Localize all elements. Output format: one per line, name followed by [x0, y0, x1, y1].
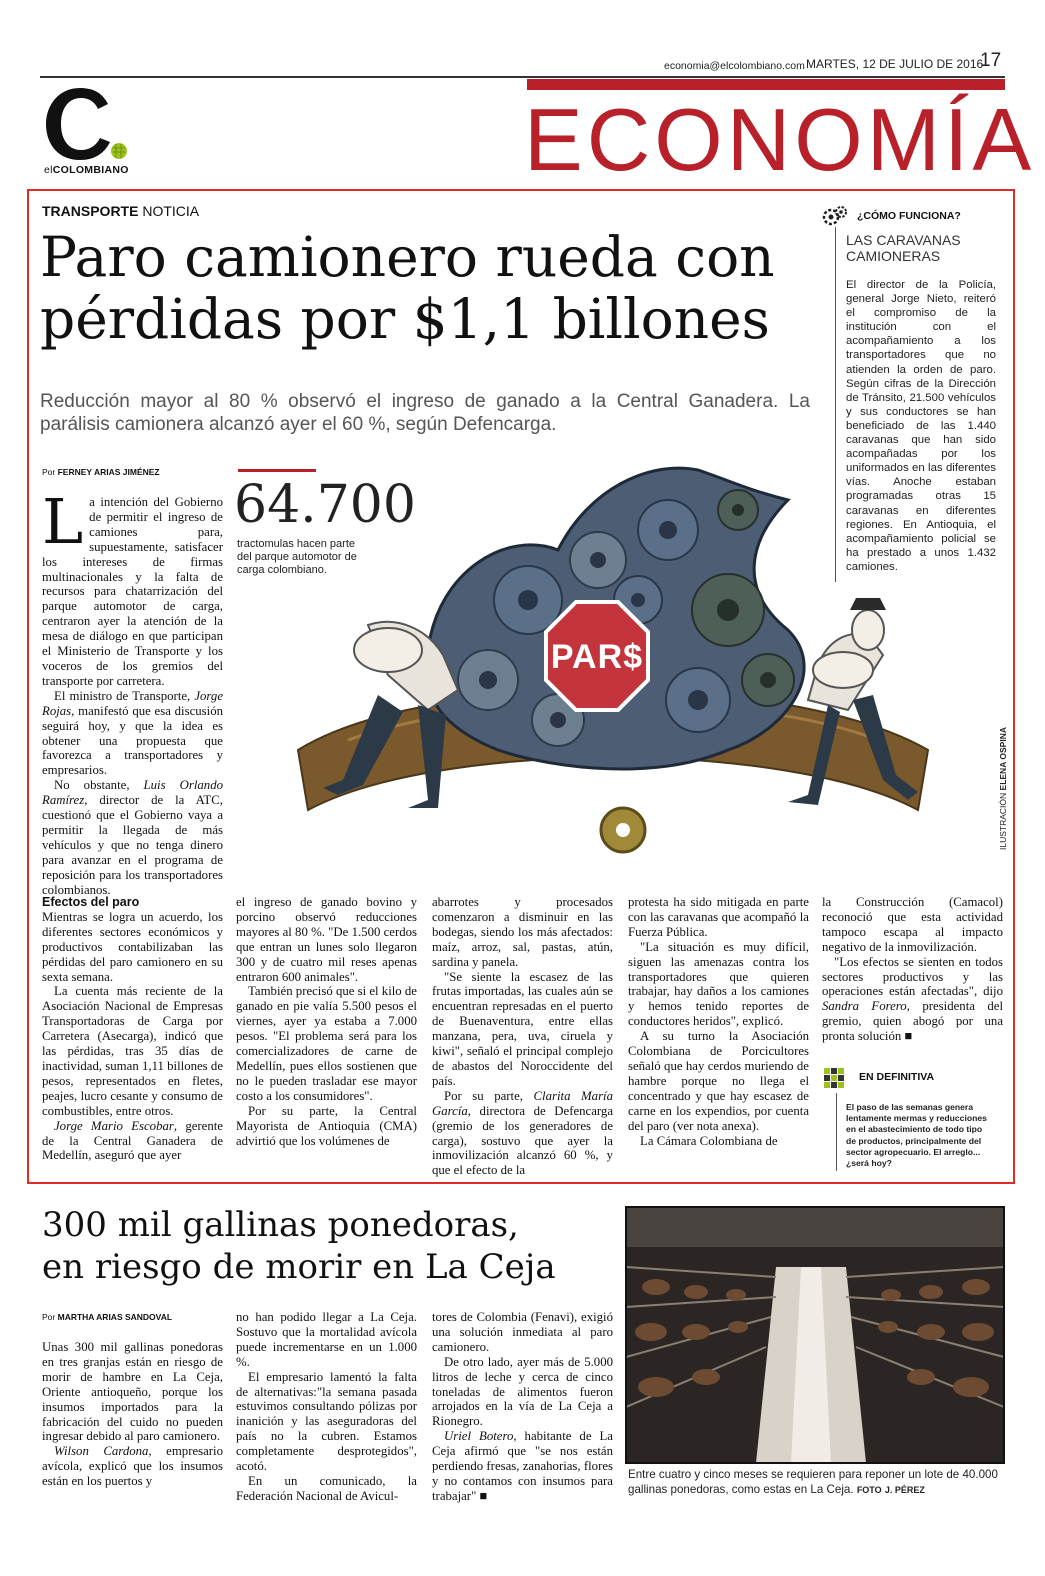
stat-caption: tractomulas hacen parte del parque automotor de carga colombiano.: [237, 538, 357, 576]
col3-paragraph-2: "Se siente la escasez de las frutas importadas, las cuales aún se encuentran represadas en el puerto de Buenaventura, entre ellas manzana, pera, uva, ciruela y kiwi", señaló el principal complejo de abastos del Noroccidente del país.: [432, 969, 613, 1088]
header-email[interactable]: economia@elcolombiano.com: [664, 60, 805, 72]
lead-p3-name: Luis Orlando Ramírez: [42, 778, 223, 808]
en-definitiva-text: El paso de las semanas genera lentamente mermas y reducciones en el abastecimiento de todo tipo de productos, principalmente del sector agropecuario. El arreglo... ¿será hoy?: [846, 1102, 987, 1169]
col5-p2-b: , presidenta del gremio, quien abogó por una pronta solución: [822, 999, 1003, 1044]
col1-paragraph-2: La cuenta más reciente de la Asociación Nacional de Empresas Transportadoras de Carga por Carretera (Asecarga), indicó que las pérdidas, tras 35 días de inactividad, suman 1,11 billones de pesos, representados en fletes, peajes, lucro cesante y consumo de combustibles, entre otros.: [42, 984, 223, 1118]
sidebar-title: LAS CARAVANAS CAMIONERAS: [846, 232, 961, 264]
photo-credit-prefix: FOTO: [856, 1484, 882, 1495]
headline-line-1: Paro camionero rueda con: [40, 225, 775, 289]
body-column-3: [432, 895, 614, 1178]
second-col3-paragraph-2: De otro lado, ayer más de 5.000 litros de leche y cerca de cinco toneladas de alimentos fueron arrojados en la vía de La Ceja a Rionegro.: [432, 1354, 613, 1429]
lead-paragraph-1: a intención del Gobierno de permitir el ingreso de camiones para, supuestamente, satisfacer los intereses de firmas multinacionales y la falta de recursos para chatarrización del parque automotor de carga, centraron ayer la atención de la mesa de diálogo en que participan el Ministerio de Transporte y los voceros de los gremios del transporte por carretera.: [42, 495, 223, 688]
col2-paragraph-1: el ingreso de ganado bovino y porcino observó reducciones mayores al 80 %. "De 1.500 cerdos que entran un lunes solo llegaron 300 y de cuatro mil reses apenas entraron 600 animales".: [236, 895, 417, 984]
second-byline-prefix: Por: [42, 1312, 56, 1322]
main-headline: [40, 226, 820, 350]
second-headline-line-2: en riesgo de morir en La Ceja: [42, 1247, 556, 1287]
kicker-type: NOTICIA: [142, 203, 200, 219]
illustration-credit-name: ELENA OSPINA: [998, 727, 1008, 791]
el-colombiano-logo[interactable]: [42, 84, 142, 180]
col3-paragraph-1: abarrotes y procesados comenzaron a disminuir en las bodegas, siendo los más afectados: maíz, arroz, sal, pastas, atún, sardina y panela.: [432, 895, 613, 969]
col3-p3-a: Por su parte,: [444, 1088, 523, 1103]
photo-credit-name: J. PÉREZ: [884, 1484, 925, 1495]
headline-line-2: pérdidas por $1,1 billones: [40, 287, 770, 351]
second-col1-p2-b: , empresario avícola, explicó que los insumos están en los puertos y: [42, 1444, 224, 1489]
second-col2-paragraph-2: El empresario lamentó la falta de alternativas:"la semana pasada estuvimos consultando pólizas por inanición y las aseguradoras del país no la cubren. Estamos completamente desprotegidos", acotó.: [236, 1369, 417, 1474]
col4-paragraph-4: La Cámara Colombiana de: [640, 1133, 778, 1148]
en-definitiva-label: EN DEFINITIVA: [859, 1071, 935, 1083]
lead-column: [42, 485, 224, 897]
lead-p3-b: , director de la ATC, cuestionó que el Gobierno vaya a permitir la llegada de más vehículos y que no tenga dinero para avanzar en el programa de reposición para los transportadores colombianos.: [42, 793, 223, 897]
section-band: [527, 79, 1005, 90]
body-column-4: [628, 895, 809, 1175]
gears-icon: [822, 205, 848, 232]
illustration-credit: [998, 727, 1008, 850]
sidebar-body: El director de la Policía, general Jorge Nieto, reiteró el compromiso de la institución con el acompañamiento a los transportadores que no atienden la orden de paro. Según cifras de la Dirección de Tránsito, 21.500 vehículos y sus conductores se han beneficiado de las 1.440 caravanas que han sido acompañadas por los uniformados en las diferentes vías. Anoche estaban programadas otras 15 caravanas en diferentes regiones. En Antioquia, el acompañamiento policial se ha prestado a unos 1.432 camiones.: [846, 279, 996, 573]
second-headline: [42, 1204, 602, 1288]
col5-paragraph-1: la Construcción (Camacol) reconoció que esta actividad tampoco escapa al impacto negativo de la inmovilización.: [822, 895, 1003, 954]
second-column-3: [432, 1310, 613, 1520]
body-column-5: [822, 895, 1003, 1055]
logo-sub-name: COLOMBIANO: [52, 164, 129, 176]
col1-p3-b: , gerente de la Central Ganadera de Medellín, aseguró que ayer: [42, 1118, 223, 1163]
body-column-1: [42, 895, 223, 1175]
lead-p2-a: El ministro de Transporte,: [54, 688, 191, 703]
second-column-2: [236, 1310, 417, 1520]
second-column-1: [42, 1340, 223, 1520]
second-col2-paragraph-3: En un comunicado, la Federación Nacional de Avicul-: [236, 1473, 417, 1503]
stat-number: 64.700: [234, 475, 416, 535]
second-col1-paragraph-1: Unas 300 mil gallinas ponedoras en tres granjas están en riesgo de morir de hambre en La Ceja, Oriente antioqueño, porque los insumos importados para la fabricación del cuido no pueden ingresar debido al paro camionero.: [42, 1340, 223, 1444]
page-number: 17: [980, 50, 1002, 71]
header-rule: [40, 76, 1005, 78]
body-column-2: [236, 895, 417, 1175]
second-end-mark-icon: ■: [479, 1488, 488, 1503]
kicker-section: TRANSPORTE: [42, 203, 139, 219]
sidebar-label: ¿CÓMO FUNCIONA?: [857, 210, 961, 222]
col4-paragraph-2: "La situación es muy difícil, siguen las amenazas contra los transportadores que quieren trabajar, hay daños a los camiones y hemos tenido reportes de conductores heridos", explicó.: [628, 939, 809, 1029]
col1-paragraph-1: Mientras se logra un acuerdo, los diferentes sectores económicos y productivos contabilizaban las pérdidas del paro camionero en su sexta semana.: [42, 909, 223, 984]
logo-sub-el: el: [44, 164, 53, 176]
logo-c-mark: [42, 84, 132, 166]
efectos-heading: Efectos del paro: [42, 895, 140, 909]
lead-p2-b: , manifestó que esa discusión seguirá hoy, y que la idea es obtener una propuesta que favorezca a transportadores y empresarios.: [42, 703, 223, 778]
byline-prefix: Por: [42, 467, 56, 477]
col5-p2-name: Sandra Forero: [822, 999, 907, 1014]
section-title: ECONOMÍA: [524, 90, 1036, 189]
second-col1-p2-name: Wilson Cardona: [54, 1444, 149, 1459]
col5-p2-a: "Los efectos se sienten en todos sectores productivos y las operaciones están afectadas", dijo: [822, 954, 1003, 999]
second-col2-paragraph-1: no han podido llegar a La Ceja. Sostuvo que la mortalidad avícola puede incrementarse en un 1.000 %.: [236, 1310, 417, 1369]
lead-p2-name: Jorge Rojas: [42, 688, 224, 718]
byline-name: FERNEY ARIAS JIMÉNEZ: [57, 467, 160, 477]
second-headline-line-1: 300 mil gallinas ponedoras,: [42, 1205, 519, 1245]
photo-caption-text: Entre cuatro y cinco meses se requieren para reponer un lote de 40.000 gallinas ponedoras, como estas en La Ceja.: [628, 1468, 998, 1496]
second-byline-name: MARTHA ARIAS SANDOVAL: [57, 1312, 173, 1322]
illustration-credit-prefix: ILUSTRACIÓN: [998, 792, 1008, 850]
col3-p3-name: Clarita María García: [432, 1088, 614, 1118]
lead-p3-a: No obstante,: [54, 778, 130, 793]
stop-sign-text: PAR$: [550, 638, 644, 676]
main-subhead: Reducción mayor al 80 % observó el ingreso de ganado a la Central Ganadera. La parálisis camionera alcanzó ayer el 60 %, según Defencarga.: [40, 391, 810, 435]
end-mark-icon: ■: [904, 1029, 913, 1044]
col2-paragraph-2: También precisó que si el kilo de ganado en pie valía 5.500 pesos el viernes, ayer ya estaba a 7.000 pesos. "El problema será para los comercializadores de carne de Medellín, pues ellos sostienen que no le pueden trasladar ese mayor costo a los consumidores".: [236, 984, 417, 1103]
en-definitiva-icon: [824, 1068, 844, 1093]
second-col3-p3-name: Uriel Botero: [444, 1429, 514, 1444]
hens-photo: [626, 1207, 1004, 1463]
col4-paragraph-1: protesta ha sido mitigada en parte con las caravanas que acompañó la Fuerza Pública.: [628, 895, 809, 939]
photo-caption: [628, 1468, 1006, 1497]
second-col3-p3-b: , habitante de La Ceja afirmó que "se nos están perdiendo fresas, zanahorias, flores y no contamos con insumos para trabajar": [432, 1429, 613, 1503]
col2-paragraph-3: Por su parte, la Central Mayorista de Antioquia (CMA) advirtió que los volúmenes de: [236, 1103, 417, 1148]
second-col3-paragraph-1: tores de Colombia (Fenavi), exigió una solución inmediata al paro camionero.: [432, 1310, 613, 1354]
col1-p3-name: Jorge Mario Escobar: [54, 1118, 174, 1133]
header-date: MARTES, 12 DE JULIO DE 2016: [806, 57, 984, 71]
col3-p3-b: , directora de Defencarga (gremio de los generadores de carga), sostuvo que ayer la inmovilización alcanzó 60 %, y que el efecto de la: [432, 1103, 613, 1178]
col4-paragraph-3: A su turno la Asociación Colombiana de Porcicultores señaló que hay cerdos muriendo de hambre porque no llega el concentrado y que hay escasez de carne en los expendios, por cuenta del paro (ver nota anexa).: [628, 1029, 809, 1133]
dropcap-letter: L: [42, 485, 84, 558]
